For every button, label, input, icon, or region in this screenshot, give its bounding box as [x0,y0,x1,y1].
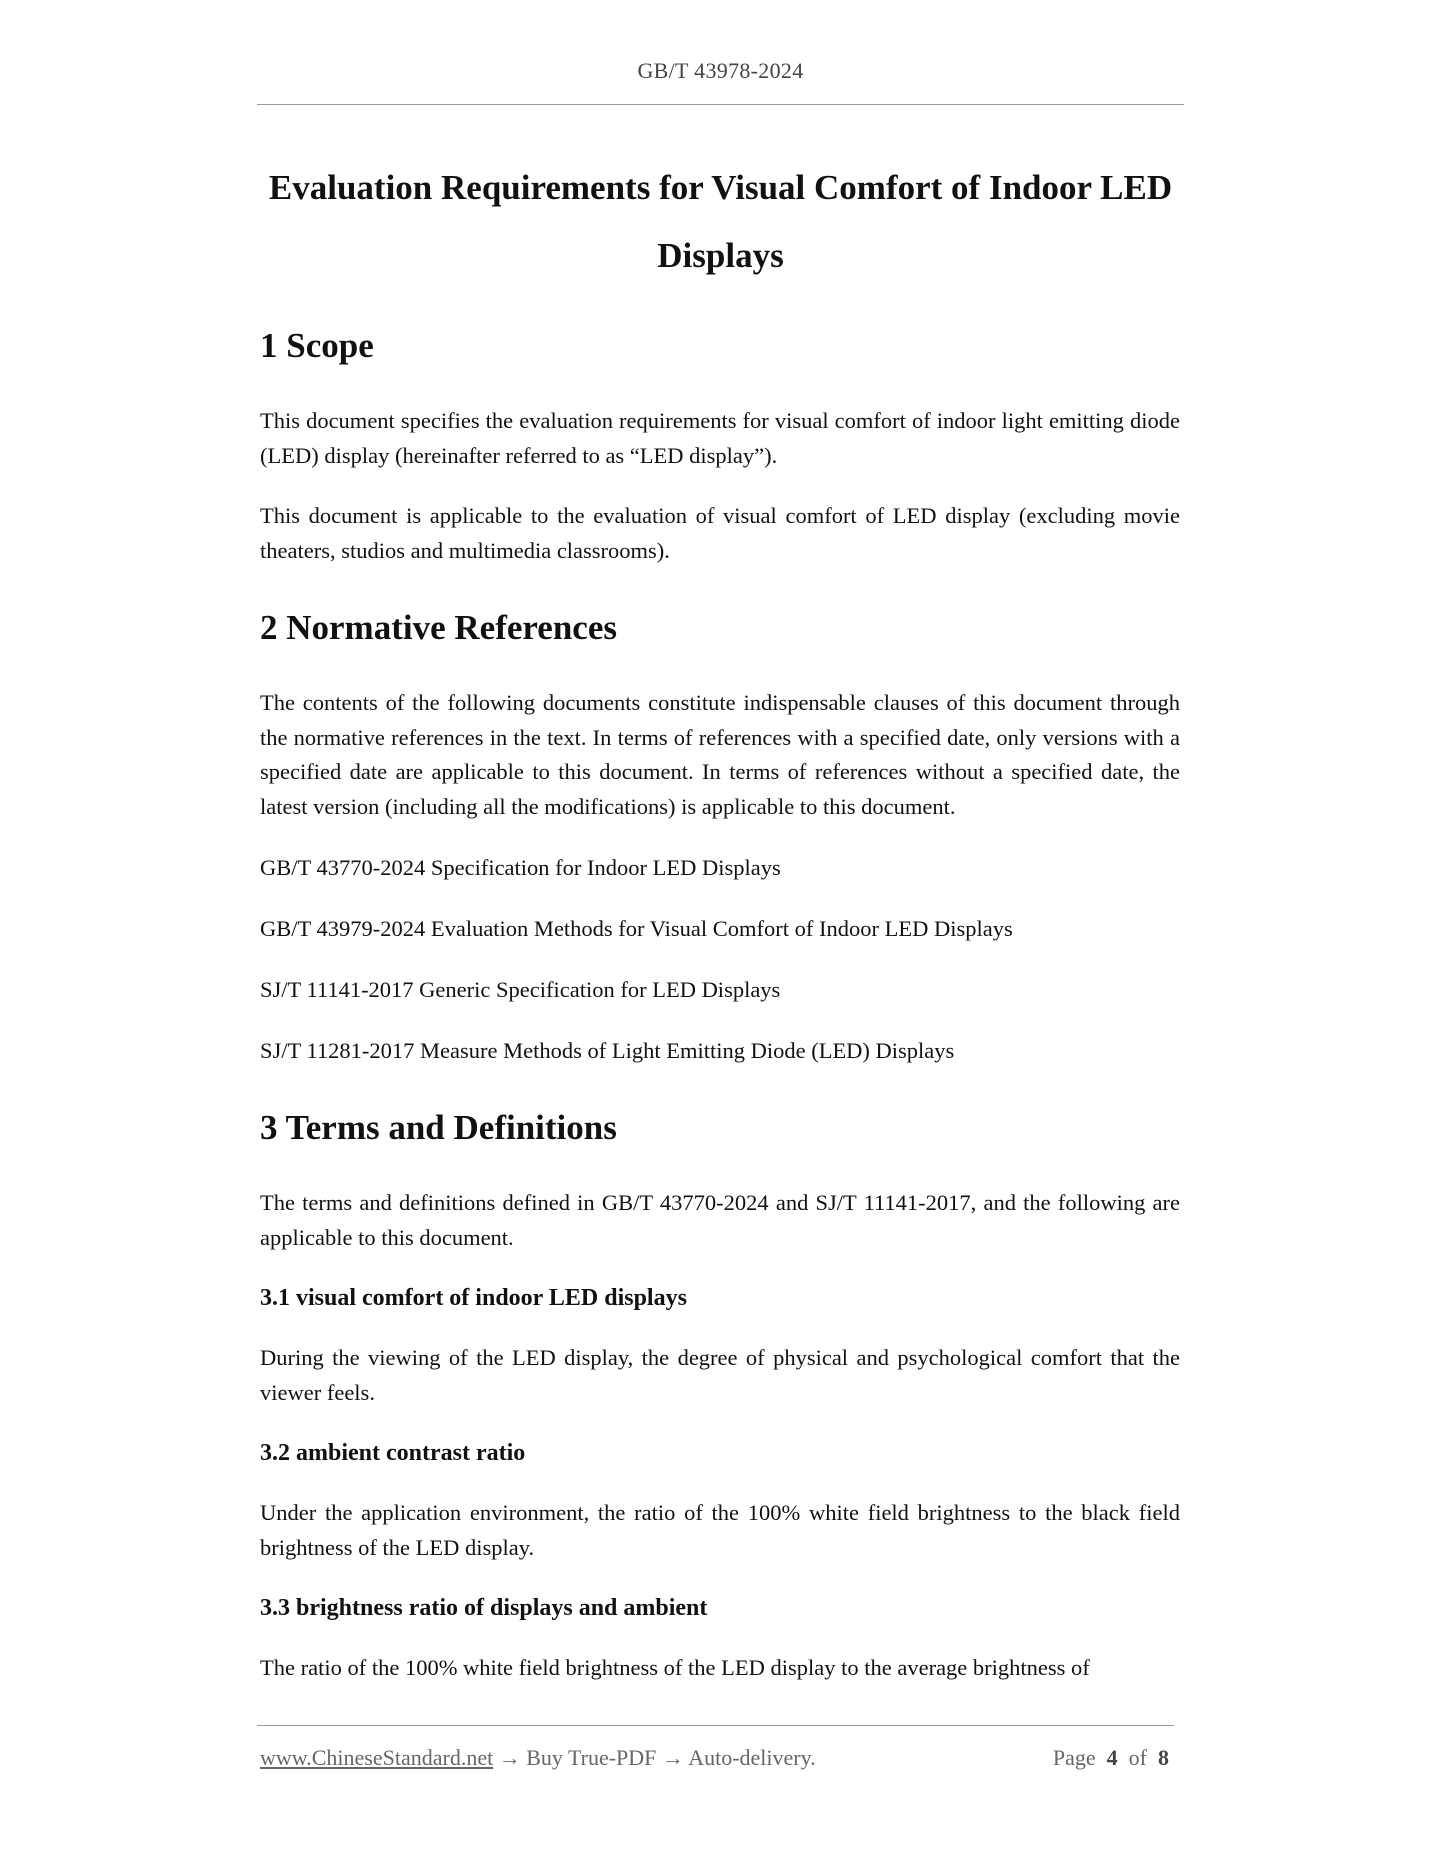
page-of-label: of [1128,1745,1147,1770]
section-heading-terms: 3 Terms and Definitions [260,1108,617,1147]
terms-paragraph: The terms and definitions defined in GB/T 43770-2024 and SJ/T 11141-2017, and the following are applicable to this document. [260,1190,1180,1250]
auto-delivery-text: Auto-delivery. [688,1745,816,1770]
running-header [257,58,1184,84]
document-title-line-2: Displays [657,236,784,275]
reference-item: GB/T 43979-2024 Evaluation Methods for Visual Comfort of Indoor LED Displays [260,916,1013,941]
page-footer [260,1745,1174,1771]
page-label: Page [1052,1745,1096,1770]
term-title-ambient-contrast-ratio: 3.2 ambient contrast ratio [260,1440,526,1466]
footer-divider [257,1725,1174,1726]
term-title-brightness-ratio: 3.3 brightness ratio of displays and ambient [260,1595,708,1621]
term-definition-visual-comfort: During the viewing of the LED display, the degree of physical and psychological comfort that the viewer feels. [260,1345,1180,1405]
header-divider [257,104,1184,105]
term-definition-brightness-ratio: The ratio of the 100% white field brightness of the LED display to the average brightness of [260,1655,1090,1680]
site-link[interactable]: www.ChineseStandard.net [260,1745,494,1770]
reference-item: SJ/T 11141-2017 Generic Specification for LED Displays [260,977,781,1002]
document-title [257,154,1184,290]
term-definition-ambient-contrast-ratio: Under the application environment, the ratio of the 100% white field brightness to the black field brightness of the LED display. [260,1500,1180,1560]
arrow-right-icon: → [498,1745,521,1770]
page-current: 4 [1106,1745,1118,1770]
reference-item: GB/T 43770-2024 Specification for Indoor LED Displays [260,855,781,880]
reference-item: SJ/T 11281-2017 Measure Methods of Light Emitting Diode (LED) Displays [260,1038,955,1063]
scope-paragraph-2: This document is applicable to the evaluation of visual comfort of LED display (excluding movie theaters, studios and multimedia classrooms). [260,503,1180,563]
normative-paragraph: The contents of the following documents constitute indispensable clauses of this document through the normative references in the text. In terms of references with a specified date, only versions with a specified date are applicable to this document. In terms of references without a specified date, the latest version (including all the modifications) is applicable to this document. [260,690,1180,819]
arrow-right-icon: → [661,1745,684,1770]
scope-paragraph-1: This document specifies the evaluation requirements for visual comfort of indoor light emitting diode (LED) display (hereinafter referred to as “LED display”). [260,408,1180,468]
document-body [260,322,1180,1712]
document-title-line-1: Evaluation Requirements for Visual Comfort of Indoor LED [268,168,1173,207]
page-number [1053,1745,1169,1771]
header-standard-id: GB/T 43978-2024 [637,58,804,83]
buy-true-pdf-text: Buy True-PDF [526,1745,657,1770]
section-heading-normative-references: 2 Normative References [260,608,617,647]
page-total: 8 [1158,1745,1169,1770]
term-title-visual-comfort: 3.1 visual comfort of indoor LED displays [260,1285,687,1311]
section-heading-scope: 1 Scope [260,326,374,365]
